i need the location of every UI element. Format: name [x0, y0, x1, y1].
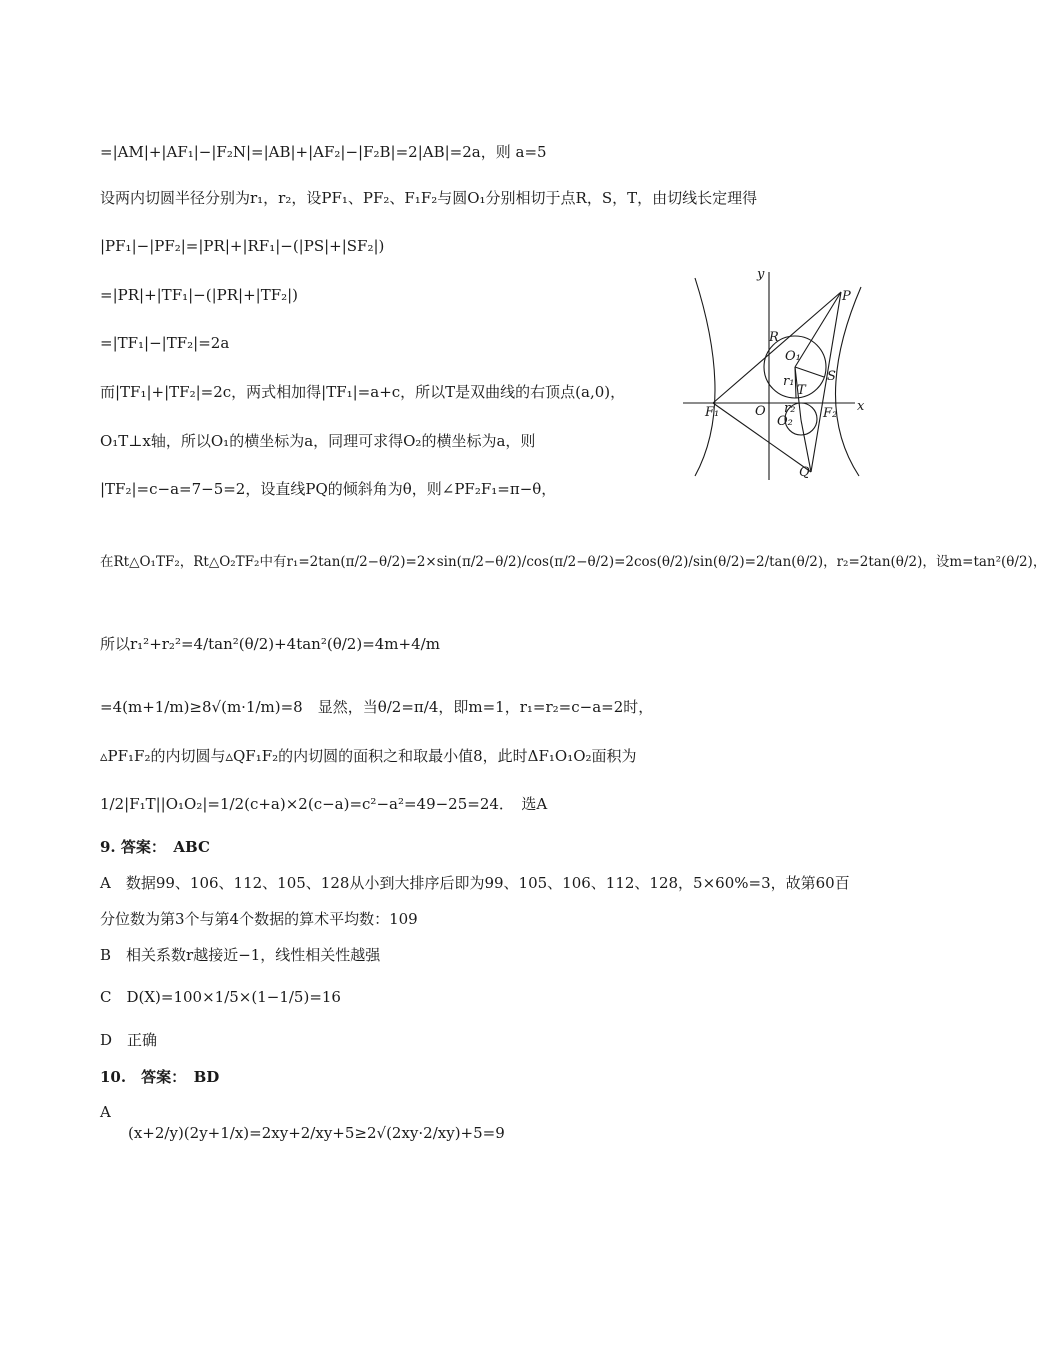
label-O2: O₂ — [777, 414, 793, 429]
line-1: =|AM|+|AF₁|−|F₂N|=|AB|+|AF₂|−|F₂B|=2|AB|=2a，则 a=5 — [100, 143, 547, 161]
hyperbola-figure — [683, 262, 873, 484]
line-7: O₁T⊥x轴，所以O₁的横坐标为a，同理可求得O₂的横坐标为a，则 — [100, 432, 536, 450]
line-2: 设两内切圆半径分别为r₁，r₂，设PF₁、PF₂、F₁F₂与圆O₁分别相切于点R，S，T，由切线长定理得 — [100, 189, 758, 207]
line-18: C D(X)=100×1/5×(1−1/5)=16 — [100, 988, 341, 1006]
line-5: =|TF₁|−|TF₂|=2a — [100, 334, 230, 352]
label-R: R — [769, 330, 779, 345]
label-F2: F₂ — [823, 406, 838, 421]
line-P-Q — [811, 292, 841, 472]
line-3: |PF₁|−|PF₂|=|PR|+|RF₁|−(|PS|+|SF₂|) — [100, 237, 385, 255]
line-4: =|PR|+|TF₁|−(|PR|+|TF₂|) — [100, 286, 299, 304]
line-10: 所以r₁²+r₂²=4/tan²(θ/2)+4tan²(θ/2)=4m+4/m — [100, 635, 440, 653]
line-F1-P — [713, 292, 841, 403]
label-P: P — [842, 289, 851, 304]
radius-to-S — [795, 367, 824, 377]
line-O1-P — [795, 292, 841, 367]
label-F1: F₁ — [705, 405, 720, 420]
line-15: A 数据99、106、112、105、128从小到大排序后即为99、105、106、112、128，5×60%=3，故第60百 — [100, 874, 850, 892]
line-21: A — [100, 1103, 111, 1121]
label-x: x — [857, 399, 865, 414]
line-12: ▵PF₁F₂的内切圆与▵QF₁F₂的内切圆的面积之和取最小值8，此时ΔF₁O₁O₂面积为 — [100, 747, 637, 765]
label-Q: Q — [799, 465, 810, 480]
line-6: 而|TF₁|+|TF₂|=2c，两式相加得|TF₁|=a+c，所以T是双曲线的右顶点(a,0)， — [100, 383, 626, 401]
left-branch — [695, 278, 715, 476]
line-16: 分位数为第3个与第4个数据的算术平均数：109 — [100, 910, 418, 928]
answer-10-heading: 10. 答案： BD — [100, 1068, 220, 1086]
label-y: y — [757, 267, 765, 282]
line-8: |TF₂|=c−a=7−5=2，设直线PQ的倾斜角为θ，则∠PF₂F₁=π−θ， — [100, 480, 557, 498]
line-13: 1/2|F₁T||O₁O₂|=1/2(c+a)×2(c−a)=c²−a²=49−25=24． 选A — [100, 795, 548, 813]
line-9: 在Rt△O₁TF₂，Rt△O₂TF₂中有r₁=2tan(π/2−θ/2)=2×sin(π/2−θ/2)/cos(π/2−θ/2)=2cos(θ/2)/sin(θ/2)=2/tan(θ/2)，r₂=2tan(θ/2)，设m=tan²(θ/2)， — [100, 554, 1046, 570]
line-17: B 相关系数r越接近−1，线性相关性越强 — [100, 946, 381, 964]
line-22: (x+2/y)(2y+1/x)=2xy+2/xy+5≥2√(2xy·2/xy)+5=9 — [128, 1124, 505, 1142]
label-S: S — [827, 369, 836, 384]
label-r2: r₂ — [784, 401, 796, 416]
label-O1: O₁ — [785, 349, 801, 364]
label-T: T — [797, 383, 806, 398]
label-O: O — [755, 404, 766, 419]
line-19: D 正确 — [100, 1031, 158, 1049]
label-r1: r₁ — [783, 374, 795, 389]
answer-9-heading: 9. 答案： ABC — [100, 838, 210, 856]
line-11: =4(m+1/m)≥8√(m·1/m)=8 显然，当θ/2=π/4，即m=1，r₁=r₂=c−a=2时， — [100, 698, 654, 716]
right-branch — [835, 287, 861, 476]
